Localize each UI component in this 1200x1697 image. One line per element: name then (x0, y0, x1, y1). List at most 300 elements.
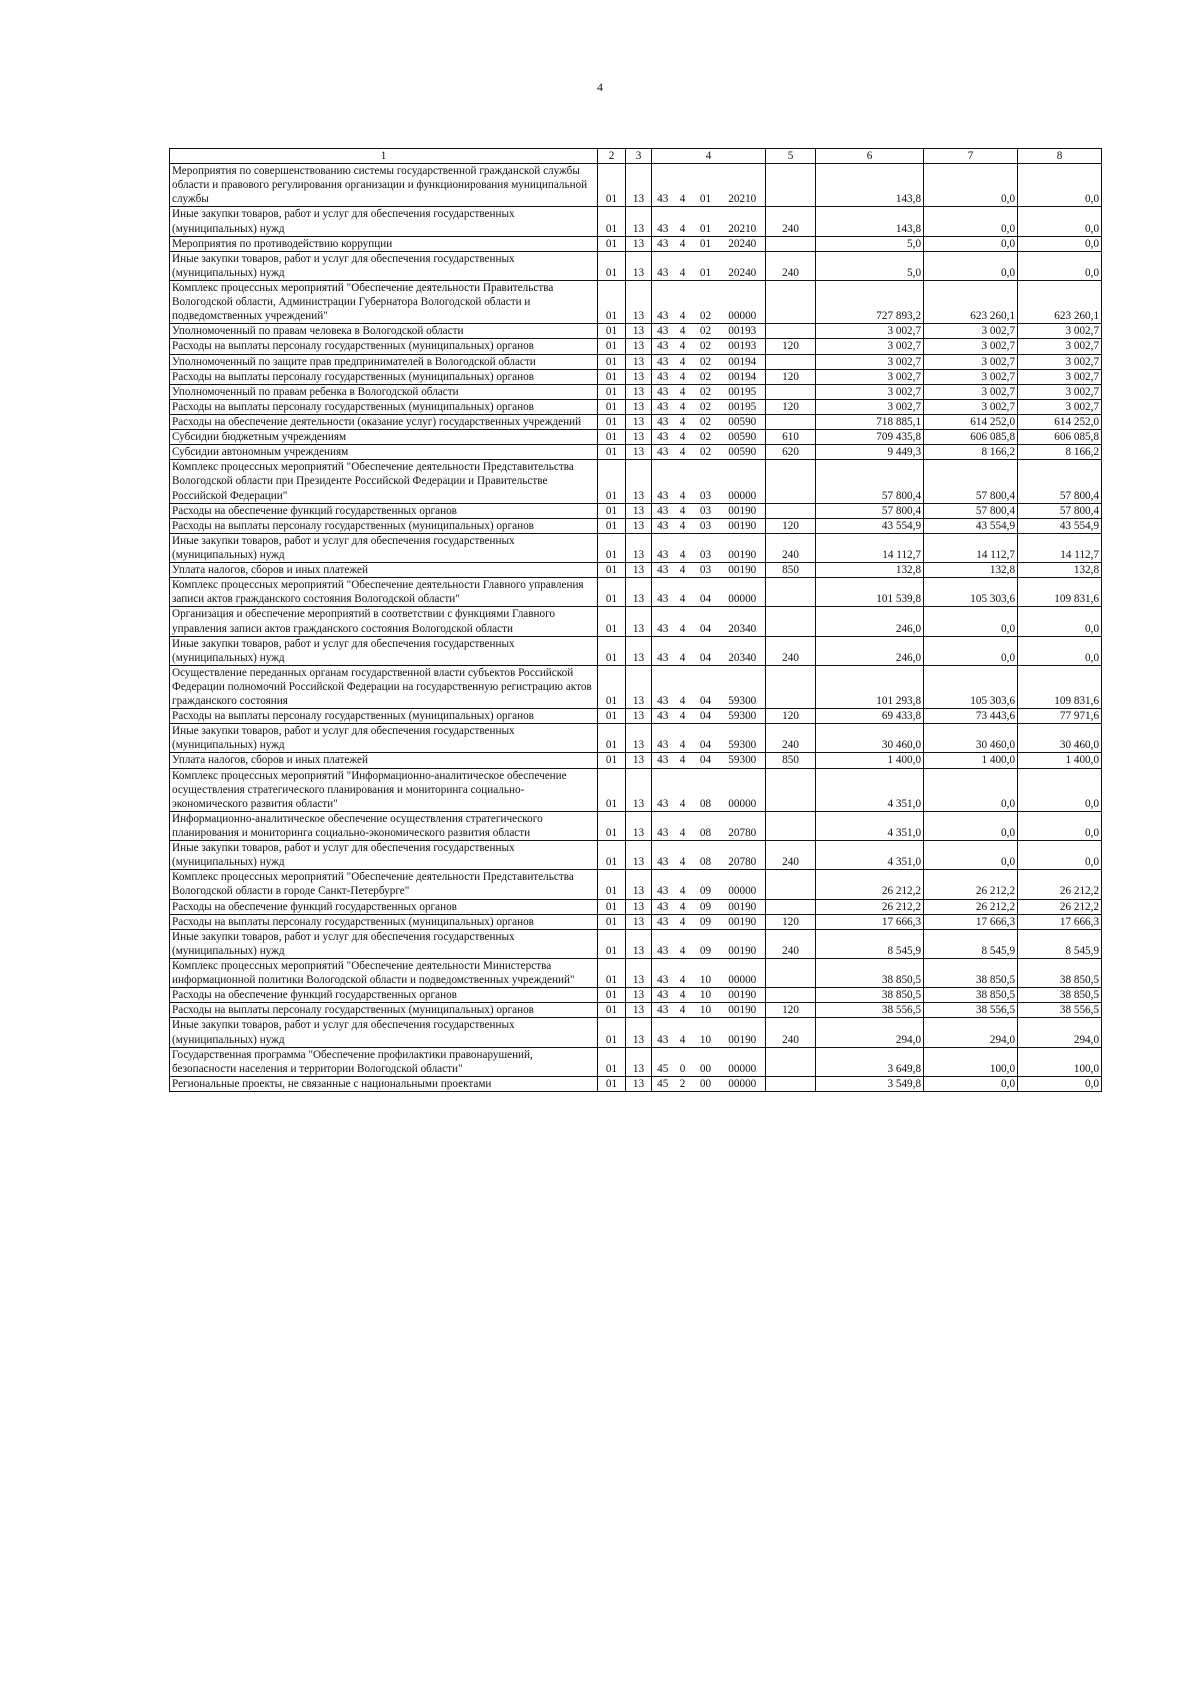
amount-col-8: 0,0 (1018, 841, 1102, 870)
subsection-code: 13 (626, 207, 652, 236)
amount-col-8: 17 666,3 (1018, 914, 1102, 929)
program-code: 43 (652, 607, 674, 636)
section-code: 01 (598, 1076, 626, 1091)
table-row (170, 339, 1102, 354)
subprogram-code: 04 (692, 665, 720, 708)
amount-col-7: 0,0 (924, 236, 1018, 251)
expense-type-code (766, 578, 816, 607)
program-type-code: 4 (674, 399, 692, 414)
amount-col-8: 0,0 (1018, 1076, 1102, 1091)
program-type-code: 4 (674, 503, 692, 518)
row-name: Иные закупки товаров, работ и услуг для обеспечения государственных (муниципальных) нужд (170, 636, 598, 665)
amount-col-6: 3 002,7 (816, 324, 924, 339)
expense-type-code (766, 607, 816, 636)
program-code: 43 (652, 280, 674, 323)
expense-type-code: 850 (766, 753, 816, 768)
amount-col-6: 4 351,0 (816, 841, 924, 870)
amount-col-7: 132,8 (924, 563, 1018, 578)
section-code: 01 (598, 533, 626, 562)
section-code: 01 (598, 324, 626, 339)
table-row (170, 988, 1102, 1003)
program-code: 43 (652, 164, 674, 207)
section-code: 01 (598, 899, 626, 914)
row-name: Расходы на выплаты персоналу государственных (муниципальных) органов (170, 1003, 598, 1018)
subprogram-code: 10 (692, 1003, 720, 1018)
section-code: 01 (598, 811, 626, 840)
subsection-code: 13 (626, 988, 652, 1003)
subsection-code: 13 (626, 236, 652, 251)
subsection-code: 13 (626, 164, 652, 207)
amount-col-7: 614 252,0 (924, 414, 1018, 429)
table-row (170, 518, 1102, 533)
section-code: 01 (598, 914, 626, 929)
direction-code: 59300 (720, 753, 766, 768)
row-name: Комплекс процессных мероприятий "Обеспечение деятельности Министерства информационной политики Вологодской области и подведомственных учреждений" (170, 959, 598, 988)
direction-code: 00000 (720, 280, 766, 323)
program-type-code: 4 (674, 959, 692, 988)
table-row (170, 236, 1102, 251)
program-code: 43 (652, 236, 674, 251)
amount-col-6: 718 885,1 (816, 414, 924, 429)
subprogram-code: 02 (692, 399, 720, 414)
program-code: 43 (652, 354, 674, 369)
subsection-code: 13 (626, 768, 652, 811)
section-code: 01 (598, 709, 626, 724)
subprogram-code: 04 (692, 753, 720, 768)
direction-code: 59300 (720, 709, 766, 724)
expense-type-code: 240 (766, 533, 816, 562)
expense-type-code (766, 414, 816, 429)
section-code: 01 (598, 384, 626, 399)
direction-code: 00000 (720, 460, 766, 503)
budget-table (169, 148, 1102, 1092)
direction-code: 00195 (720, 399, 766, 414)
subsection-code: 13 (626, 753, 652, 768)
subsection-code: 13 (626, 354, 652, 369)
subprogram-code: 00 (692, 1047, 720, 1076)
row-name: Комплекс процессных мероприятий "Обеспечение деятельности Представительства Вологодской области в городе Санкт-Петербурге" (170, 870, 598, 899)
subsection-code: 13 (626, 518, 652, 533)
subprogram-code: 09 (692, 914, 720, 929)
subprogram-code: 02 (692, 324, 720, 339)
program-type-code: 4 (674, 753, 692, 768)
subsection-code: 13 (626, 533, 652, 562)
section-code: 01 (598, 578, 626, 607)
row-name: Расходы на обеспечение функций государственных органов (170, 988, 598, 1003)
direction-code: 00590 (720, 430, 766, 445)
subsection-code: 13 (626, 841, 652, 870)
table-row (170, 578, 1102, 607)
program-type-code: 4 (674, 414, 692, 429)
program-type-code: 4 (674, 665, 692, 708)
program-type-code: 4 (674, 841, 692, 870)
program-type-code: 4 (674, 578, 692, 607)
amount-col-7: 14 112,7 (924, 533, 1018, 562)
amount-col-7: 30 460,0 (924, 724, 1018, 753)
program-type-code: 4 (674, 914, 692, 929)
row-name: Региональные проекты, не связанные с национальными проектами (170, 1076, 598, 1091)
amount-col-8: 3 002,7 (1018, 324, 1102, 339)
subsection-code: 13 (626, 399, 652, 414)
subprogram-code: 02 (692, 369, 720, 384)
amount-col-6: 38 556,5 (816, 1003, 924, 1018)
program-code: 43 (652, 460, 674, 503)
subprogram-code: 09 (692, 899, 720, 914)
subsection-code: 13 (626, 251, 652, 280)
subsection-code: 13 (626, 369, 652, 384)
direction-code: 00194 (720, 354, 766, 369)
amount-col-8: 26 212,2 (1018, 870, 1102, 899)
subprogram-code: 02 (692, 414, 720, 429)
table-row (170, 324, 1102, 339)
amount-col-8: 8 166,2 (1018, 445, 1102, 460)
amount-col-8: 0,0 (1018, 811, 1102, 840)
row-name: Государственная программа "Обеспечение профилактики правонарушений, безопасности населения и территории Вологодской области" (170, 1047, 598, 1076)
program-code: 43 (652, 929, 674, 958)
direction-code: 00190 (720, 899, 766, 914)
subsection-code: 13 (626, 959, 652, 988)
section-code: 01 (598, 414, 626, 429)
table-row (170, 384, 1102, 399)
subprogram-code: 02 (692, 384, 720, 399)
direction-code: 00190 (720, 988, 766, 1003)
amount-col-7: 3 002,7 (924, 324, 1018, 339)
section-code: 01 (598, 768, 626, 811)
direction-code: 00000 (720, 768, 766, 811)
header-col-3: 3 (626, 149, 652, 164)
direction-code: 00000 (720, 578, 766, 607)
subsection-code: 13 (626, 1003, 652, 1018)
expense-type-code: 240 (766, 724, 816, 753)
program-code: 43 (652, 339, 674, 354)
program-type-code: 4 (674, 324, 692, 339)
amount-col-7: 57 800,4 (924, 503, 1018, 518)
amount-col-7: 0,0 (924, 811, 1018, 840)
row-name: Уполномоченный по правам ребенка в Вологодской области (170, 384, 598, 399)
row-name: Расходы на выплаты персоналу государственных (муниципальных) органов (170, 518, 598, 533)
amount-col-6: 30 460,0 (816, 724, 924, 753)
amount-col-7: 38 850,5 (924, 959, 1018, 988)
expense-type-code (766, 870, 816, 899)
amount-col-6: 3 549,8 (816, 1076, 924, 1091)
amount-col-8: 294,0 (1018, 1018, 1102, 1047)
direction-code: 00590 (720, 414, 766, 429)
table-row (170, 1003, 1102, 1018)
subprogram-code: 03 (692, 563, 720, 578)
program-code: 43 (652, 709, 674, 724)
amount-col-6: 3 002,7 (816, 369, 924, 384)
subprogram-code: 02 (692, 339, 720, 354)
table-row (170, 959, 1102, 988)
row-name: Иные закупки товаров, работ и услуг для обеспечения государственных (муниципальных) нужд (170, 533, 598, 562)
amount-col-8: 0,0 (1018, 636, 1102, 665)
expense-type-code (766, 460, 816, 503)
row-name: Комплекс процессных мероприятий "Обеспечение деятельности Представительства Вологодской области при Президенте Российской Федерации и Правительстве Российской Федерации" (170, 460, 598, 503)
table-row (170, 899, 1102, 914)
row-name: Расходы на выплаты персоналу государственных (муниципальных) органов (170, 709, 598, 724)
direction-code: 59300 (720, 724, 766, 753)
subsection-code: 13 (626, 870, 652, 899)
amount-col-8: 132,8 (1018, 563, 1102, 578)
amount-col-6: 294,0 (816, 1018, 924, 1047)
subprogram-code: 02 (692, 445, 720, 460)
section-code: 01 (598, 988, 626, 1003)
amount-col-8: 3 002,7 (1018, 369, 1102, 384)
table-row (170, 399, 1102, 414)
subsection-code: 13 (626, 929, 652, 958)
amount-col-8: 77 971,6 (1018, 709, 1102, 724)
subsection-code: 13 (626, 1047, 652, 1076)
amount-col-6: 143,8 (816, 207, 924, 236)
amount-col-7: 623 260,1 (924, 280, 1018, 323)
section-code: 01 (598, 207, 626, 236)
expense-type-code: 240 (766, 1018, 816, 1047)
program-code: 43 (652, 1003, 674, 1018)
subsection-code: 13 (626, 899, 652, 914)
expense-type-code: 240 (766, 207, 816, 236)
row-name: Организация и обеспечение мероприятий в соответствии с функциями Главного управления записи актов гражданского состояния Вологодской области (170, 607, 598, 636)
table-row (170, 1018, 1102, 1047)
subprogram-code: 03 (692, 533, 720, 562)
program-code: 43 (652, 1018, 674, 1047)
row-name: Расходы на обеспечение функций государственных органов (170, 503, 598, 518)
amount-col-8: 606 085,8 (1018, 430, 1102, 445)
program-code: 43 (652, 324, 674, 339)
program-type-code: 4 (674, 445, 692, 460)
amount-col-8: 38 556,5 (1018, 1003, 1102, 1018)
program-code: 43 (652, 636, 674, 665)
amount-col-8: 8 545,9 (1018, 929, 1102, 958)
subsection-code: 13 (626, 339, 652, 354)
expense-type-code (766, 988, 816, 1003)
program-type-code: 4 (674, 236, 692, 251)
row-name: Комплекс процессных мероприятий "Обеспечение деятельности Правительства Вологодской области, Администрации Губернатора Вологодской области и подведомственных учреждений" (170, 280, 598, 323)
program-type-code: 4 (674, 164, 692, 207)
row-name: Уполномоченный по защите прав предпринимателей в Вологодской области (170, 354, 598, 369)
section-code: 01 (598, 369, 626, 384)
program-code: 43 (652, 384, 674, 399)
header-col-1: 1 (170, 149, 598, 164)
direction-code: 00000 (720, 1047, 766, 1076)
row-name: Расходы на выплаты персоналу государственных (муниципальных) органов (170, 914, 598, 929)
subsection-code: 13 (626, 1076, 652, 1091)
expense-type-code: 120 (766, 339, 816, 354)
amount-col-8: 26 212,2 (1018, 899, 1102, 914)
table-row (170, 445, 1102, 460)
subsection-code: 13 (626, 724, 652, 753)
program-code: 43 (652, 870, 674, 899)
table-body (170, 164, 1102, 1092)
direction-code: 20340 (720, 607, 766, 636)
expense-type-code: 120 (766, 709, 816, 724)
program-type-code: 4 (674, 1018, 692, 1047)
section-code: 01 (598, 339, 626, 354)
expense-type-code (766, 503, 816, 518)
subprogram-code: 04 (692, 636, 720, 665)
subprogram-code: 02 (692, 354, 720, 369)
expense-type-code: 120 (766, 399, 816, 414)
amount-col-6: 3 002,7 (816, 384, 924, 399)
table-row (170, 251, 1102, 280)
section-code: 01 (598, 929, 626, 958)
section-code: 01 (598, 445, 626, 460)
amount-col-7: 0,0 (924, 841, 1018, 870)
amount-col-7: 0,0 (924, 636, 1018, 665)
row-name: Уплата налогов, сборов и иных платежей (170, 753, 598, 768)
section-code: 01 (598, 280, 626, 323)
program-code: 43 (652, 753, 674, 768)
program-type-code: 2 (674, 1076, 692, 1091)
amount-col-8: 0,0 (1018, 236, 1102, 251)
amount-col-8: 38 850,5 (1018, 988, 1102, 1003)
row-name: Иные закупки товаров, работ и услуг для обеспечения государственных (муниципальных) нужд (170, 929, 598, 958)
amount-col-7: 1 400,0 (924, 753, 1018, 768)
budget-table-container (169, 148, 1101, 1092)
amount-col-8: 57 800,4 (1018, 503, 1102, 518)
program-code: 43 (652, 841, 674, 870)
program-code: 43 (652, 724, 674, 753)
table-row (170, 811, 1102, 840)
program-type-code: 4 (674, 870, 692, 899)
header-col-8: 8 (1018, 149, 1102, 164)
amount-col-6: 3 002,7 (816, 354, 924, 369)
program-type-code: 4 (674, 768, 692, 811)
amount-col-8: 109 831,6 (1018, 665, 1102, 708)
table-row (170, 503, 1102, 518)
expense-type-code: 240 (766, 636, 816, 665)
amount-col-8: 14 112,7 (1018, 533, 1102, 562)
table-row (170, 607, 1102, 636)
subprogram-code: 04 (692, 607, 720, 636)
section-code: 01 (598, 399, 626, 414)
row-name: Мероприятия по противодействию коррупции (170, 236, 598, 251)
table-row (170, 369, 1102, 384)
amount-col-6: 3 649,8 (816, 1047, 924, 1076)
amount-col-7: 3 002,7 (924, 339, 1018, 354)
amount-col-6: 5,0 (816, 251, 924, 280)
amount-col-6: 1 400,0 (816, 753, 924, 768)
amount-col-7: 38 850,5 (924, 988, 1018, 1003)
expense-type-code (766, 1047, 816, 1076)
program-code: 43 (652, 563, 674, 578)
program-type-code: 4 (674, 251, 692, 280)
header-col-5: 5 (766, 149, 816, 164)
subsection-code: 13 (626, 811, 652, 840)
table-row (170, 414, 1102, 429)
amount-col-7: 8 545,9 (924, 929, 1018, 958)
amount-col-7: 57 800,4 (924, 460, 1018, 503)
row-name: Субсидии автономным учреждениям (170, 445, 598, 460)
direction-code: 00193 (720, 324, 766, 339)
direction-code: 00194 (720, 369, 766, 384)
expense-type-code: 850 (766, 563, 816, 578)
section-code: 01 (598, 1047, 626, 1076)
row-name: Расходы на выплаты персоналу государственных (муниципальных) органов (170, 399, 598, 414)
section-code: 01 (598, 1003, 626, 1018)
expense-type-code: 610 (766, 430, 816, 445)
amount-col-7: 17 666,3 (924, 914, 1018, 929)
row-name: Иные закупки товаров, работ и услуг для обеспечения государственных (муниципальных) нужд (170, 724, 598, 753)
table-row (170, 870, 1102, 899)
amount-col-7: 0,0 (924, 1076, 1018, 1091)
subsection-code: 13 (626, 324, 652, 339)
program-code: 43 (652, 988, 674, 1003)
row-name: Иные закупки товаров, работ и услуг для обеспечения государственных (муниципальных) нужд (170, 251, 598, 280)
amount-col-6: 38 850,5 (816, 959, 924, 988)
direction-code: 00190 (720, 503, 766, 518)
program-type-code: 4 (674, 518, 692, 533)
amount-col-8: 57 800,4 (1018, 460, 1102, 503)
subprogram-code: 03 (692, 503, 720, 518)
expense-type-code (766, 384, 816, 399)
direction-code: 00190 (720, 1018, 766, 1047)
row-name: Расходы на выплаты персоналу государственных (муниципальных) органов (170, 339, 598, 354)
expense-type-code: 240 (766, 929, 816, 958)
header-col-6: 6 (816, 149, 924, 164)
table-row (170, 533, 1102, 562)
section-code: 01 (598, 503, 626, 518)
program-type-code: 4 (674, 280, 692, 323)
section-code: 01 (598, 607, 626, 636)
program-type-code: 4 (674, 339, 692, 354)
subsection-code: 13 (626, 1018, 652, 1047)
expense-type-code: 240 (766, 841, 816, 870)
amount-col-6: 4 351,0 (816, 811, 924, 840)
section-code: 01 (598, 563, 626, 578)
program-type-code: 4 (674, 460, 692, 503)
amount-col-7: 0,0 (924, 164, 1018, 207)
amount-col-7: 0,0 (924, 251, 1018, 280)
amount-col-6: 57 800,4 (816, 503, 924, 518)
program-code: 43 (652, 503, 674, 518)
subsection-code: 13 (626, 578, 652, 607)
row-name: Комплекс процессных мероприятий "Информационно-аналитическое обеспечение осуществления стратегического планирования и мониторинга социально-экономического развития области" (170, 768, 598, 811)
program-code: 43 (652, 768, 674, 811)
subsection-code: 13 (626, 607, 652, 636)
amount-col-7: 3 002,7 (924, 399, 1018, 414)
subsection-code: 13 (626, 280, 652, 323)
subprogram-code: 04 (692, 578, 720, 607)
direction-code: 00000 (720, 1076, 766, 1091)
amount-col-7: 606 085,8 (924, 430, 1018, 445)
expense-type-code: 620 (766, 445, 816, 460)
amount-col-7: 73 443,6 (924, 709, 1018, 724)
table-row (170, 460, 1102, 503)
table-row (170, 280, 1102, 323)
expense-type-code (766, 280, 816, 323)
table-row (170, 354, 1102, 369)
amount-col-8: 3 002,7 (1018, 384, 1102, 399)
subsection-code: 13 (626, 914, 652, 929)
amount-col-7: 3 002,7 (924, 354, 1018, 369)
section-code: 01 (598, 1018, 626, 1047)
expense-type-code (766, 959, 816, 988)
amount-col-8: 0,0 (1018, 207, 1102, 236)
row-name: Субсидии бюджетным учреждениям (170, 430, 598, 445)
table-row (170, 709, 1102, 724)
amount-col-8: 0,0 (1018, 607, 1102, 636)
amount-col-8: 100,0 (1018, 1047, 1102, 1076)
row-name: Осуществление переданных органам государственной власти субъектов Российской Федерации полномочий Российской Федерации на государственную регистрацию актов гражданского состояния (170, 665, 598, 708)
amount-col-7: 100,0 (924, 1047, 1018, 1076)
amount-col-8: 38 850,5 (1018, 959, 1102, 988)
section-code: 01 (598, 959, 626, 988)
subsection-code: 13 (626, 563, 652, 578)
program-code: 43 (652, 251, 674, 280)
program-code: 43 (652, 578, 674, 607)
subsection-code: 13 (626, 460, 652, 503)
amount-col-6: 101 539,8 (816, 578, 924, 607)
